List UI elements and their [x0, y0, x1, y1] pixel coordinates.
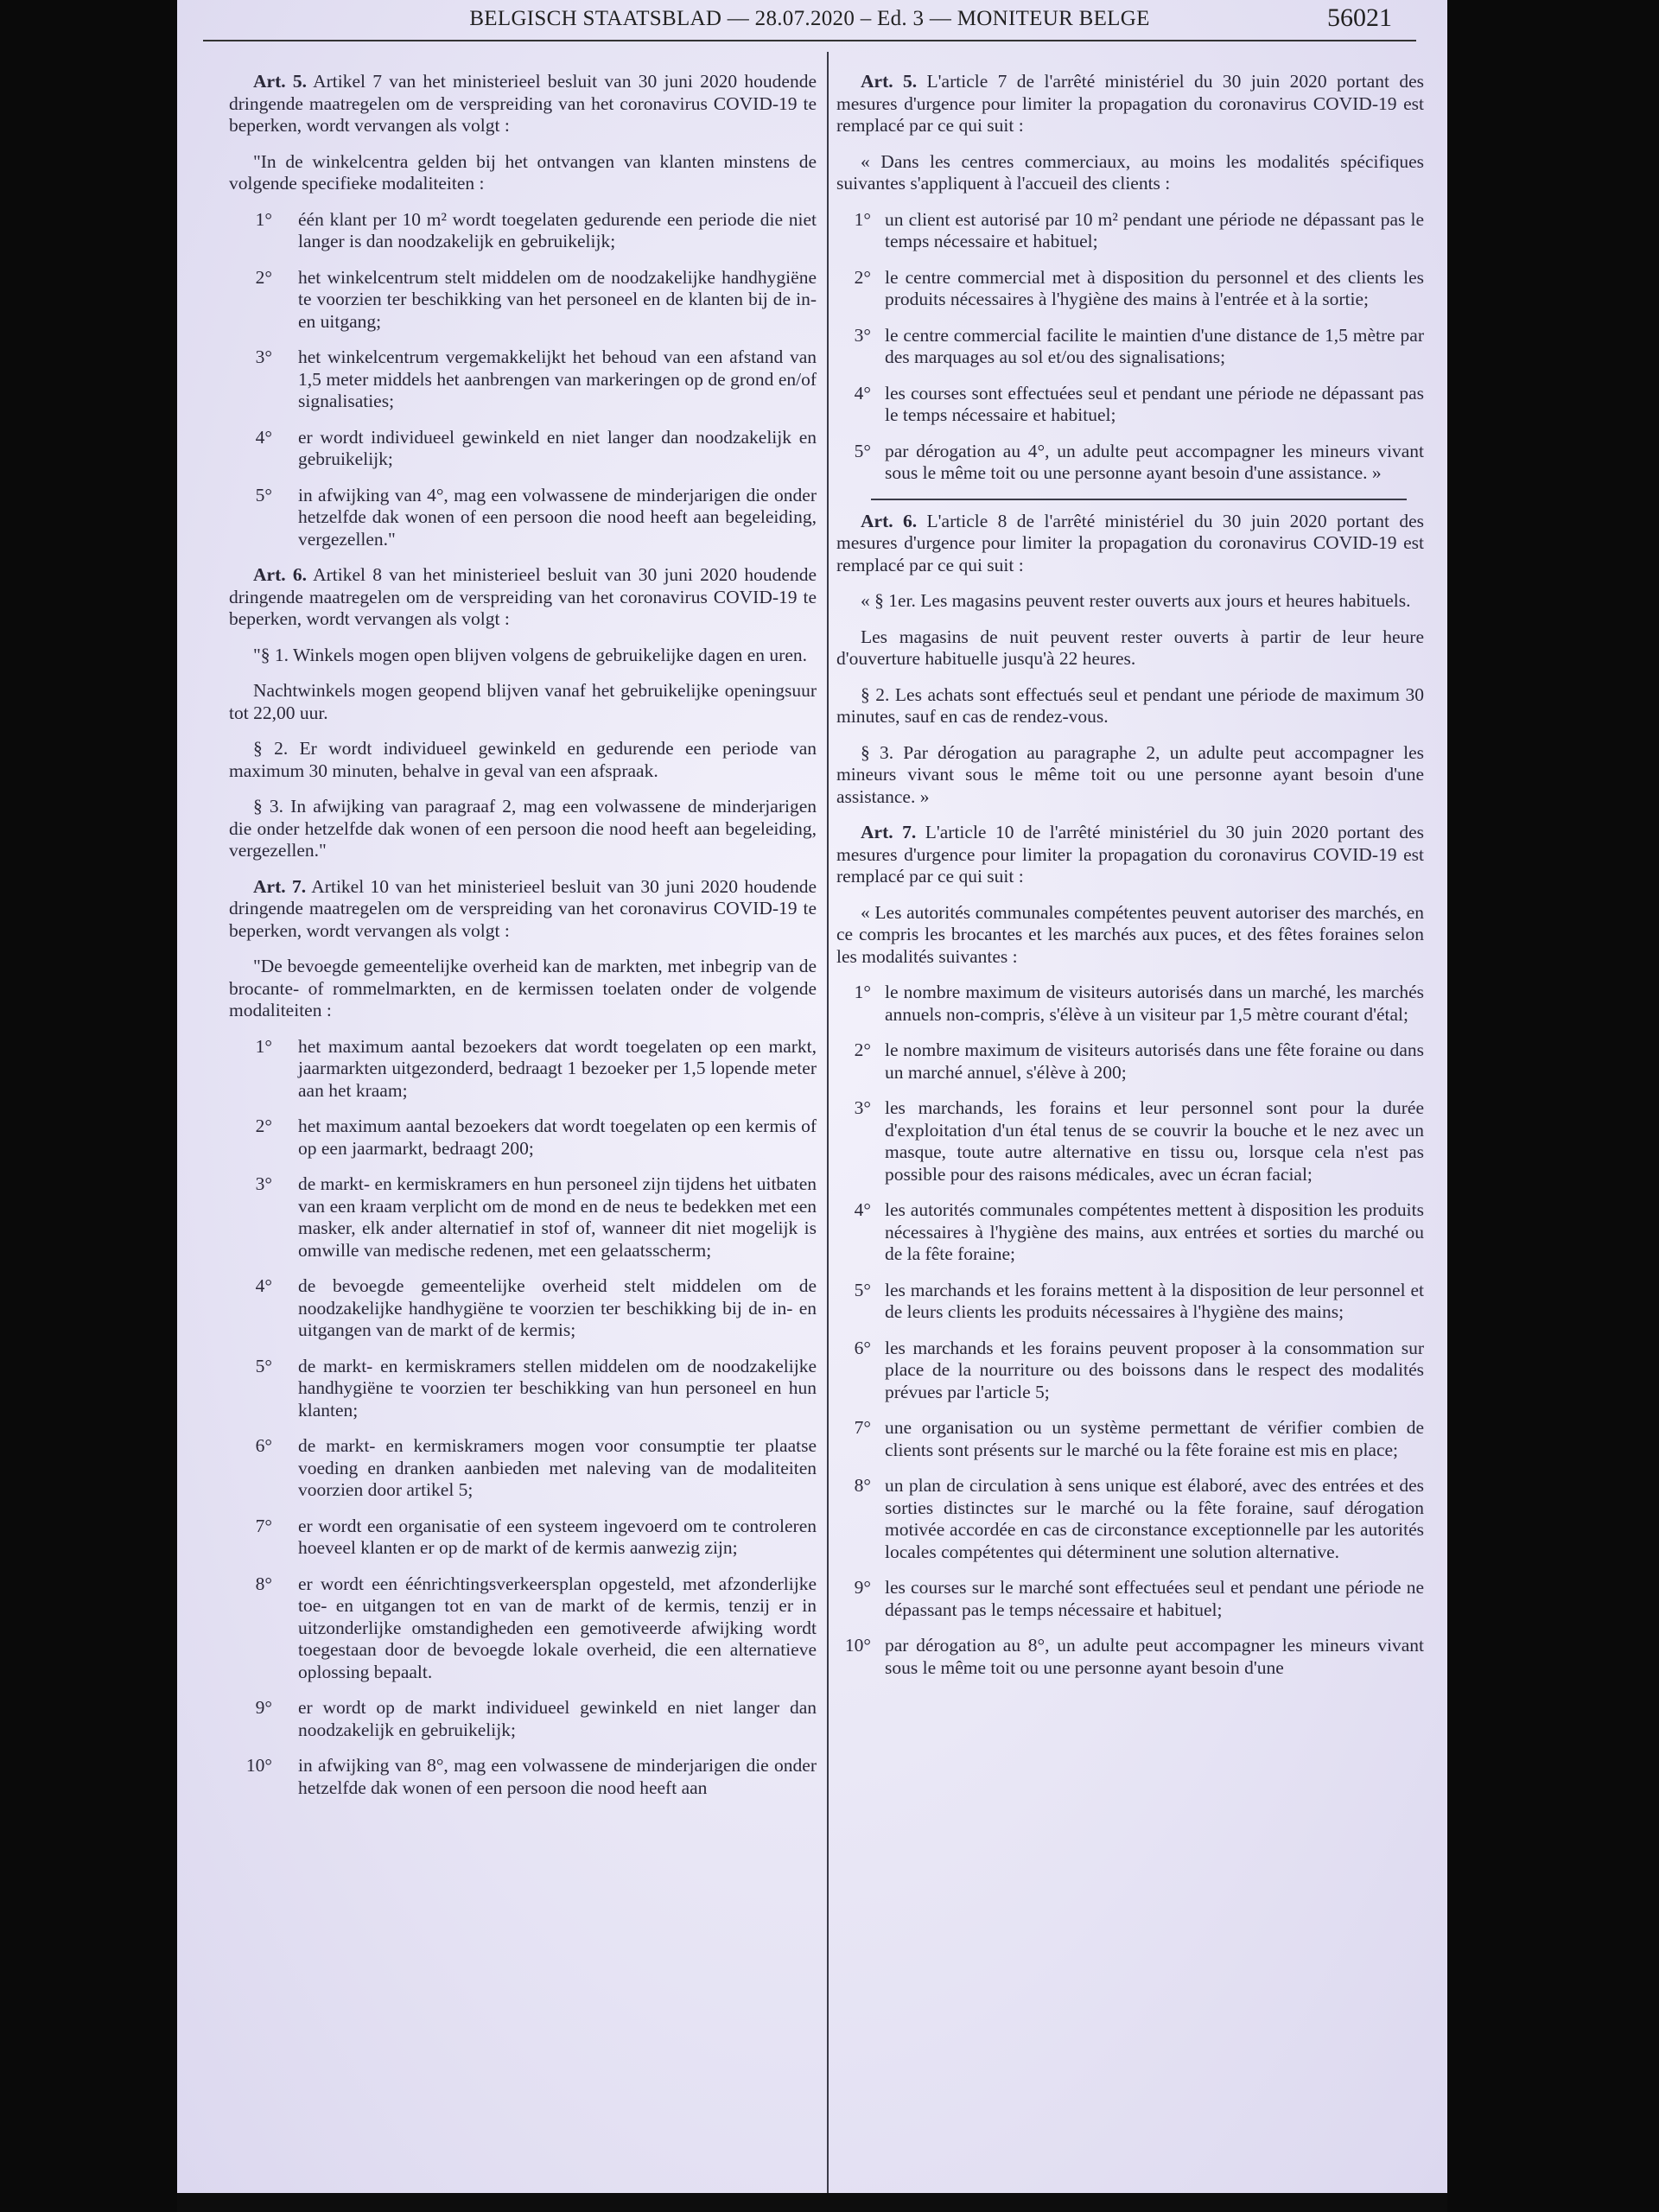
article-5-intro: Art. 5. Artikel 7 van het ministerieel besluit van 30 juni 2020 houdende dringende maatregelen om de verspreiding van het coronavirus COVID-19 te beperken, wordt vervangen als volgt : [229, 71, 817, 136]
article-7-intro: Art. 7. L'article 10 de l'arrêté ministériel du 30 juin 2020 portant des mesures d'urgence pour limiter la propagation du coronavirus COVID-19 est remplacé par ce qui suit : [836, 822, 1425, 887]
list-item: 4° les autorités communales compétentes mettent à disposition les produits nécessaires à l'hygiène des mains, aux entrées et sorties du marché ou de la fête foraine; [854, 1199, 1424, 1264]
paragraph: Nachtwinkels mogen geopend blijven vanaf het gebruikelijke openingsuur tot 22,00 uur. [229, 680, 817, 723]
list-item: 7° er wordt een organisatie of een systeem ingevoerd om te controleren hoeveel klanten er op de markt of de kermis aanwezig zijn; [255, 1515, 817, 1558]
list-item: 7° une organisation ou un système permettant de vérifier combien de clients sont présents sur le marché ou la fête foraine est mis en place; [854, 1417, 1424, 1460]
list-item: 8° er wordt een éénrichtingsverkeersplan opgesteld, met afzonderlijke toe- en uitgangen tot en van de markt of de kermis, tenzij er in uitzonderlijke omstandigheden een gemotiveerde afwijking wordt toegestaan door de bevoegde lokale overheid, die een alternatieve oplossing bepaalt. [255, 1573, 817, 1682]
list-item: 10° par dérogation au 8°, un adulte peut accompagner les mineurs vivant sous le même toit ou une personne ayant besoin d'une [844, 1635, 1424, 1678]
list-item: 4° les courses sont effectuées seul et pendant une période ne dépassant pas le temps nécessaire et habituel; [854, 382, 1424, 425]
list-item: 2° le nombre maximum de visiteurs autorisés dans une fête foraine ou dans un marché annuel, s'élève à 200; [854, 1039, 1424, 1083]
article-5-lead: « Dans les centres commerciaux, au moins les modalités spécifiques suivantes s'appliquent à l'accueil des clients : [836, 150, 1424, 194]
paragraph: "§ 1. Winkels mogen open blijven volgens de gebruikelijke dagen en uren. [253, 644, 808, 665]
list-item: 9° les courses sur le marché sont effectuées seul et pendant une période ne dépassant pas le temps nécessaire et habituel; [854, 1577, 1424, 1620]
list-item: 5° in afwijking van 4°, mag een volwassene de minderjarigen die onder hetzelfde dak wonen of een persoon die nood heeft aan begeleiding, vergezellen." [255, 484, 817, 550]
paragraph: § 2. Les achats sont effectués seul et pendant une période de maximum 30 minutes, sauf en cas de rendez-vous. [836, 683, 1424, 727]
dutch-column [229, 71, 817, 1813]
article-5-lead: "In de winkelcentra gelden bij het ontvangen van klanten minstens de volgende specifieke modaliteiten : [229, 150, 817, 194]
french-column [836, 71, 1424, 1693]
publication-title: BELGISCH STAATSBLAD — 28.07.2020 – Ed. 3 — MONITEUR BELGE [469, 7, 1150, 30]
article-5-intro: Art. 5. L'article 7 de l'arrêté ministériel du 30 juin 2020 portant des mesures d'urgence pour limiter la propagation du coronavirus COVID-19 est remplacé par ce qui suit : [836, 71, 1425, 136]
paragraph: Les magasins de nuit peuvent rester ouverts à partir de leur heure d'ouverture habituelle jusqu'à 22 heures. [836, 626, 1424, 669]
article-7-lead: « Les autorités communales compétentes peuvent autoriser des marchés, en ce compris les brocantes et les marchés aux puces, et des fêtes foraines selon les modalités suivantes : [836, 901, 1424, 967]
paragraph: § 2. Er wordt individueel gewinkeld en gedurende een periode van maximum 30 minuten, behalve in geval van een afspraak. [229, 738, 817, 781]
gazette-page [177, 0, 1447, 2193]
list-item: 2° het winkelcentrum stelt middelen om de noodzakelijke handhygiëne te voorzien ter beschikking van het personeel en de klanten bij de in- en uitgang; [255, 266, 817, 332]
article-7-intro: Art. 7. Artikel 10 van het ministerieel besluit van 30 juni 2020 houdende dringende maatregelen om de verspreiding van het coronavirus COVID-19 te beperken, wordt vervangen als volgt : [229, 875, 817, 941]
list-item: 3° les marchands, les forains et leur personnel sont pour la durée d'exploitation d'un étal tenus de se couvrir la bouche et le nez avec un masque, toute autre alternative en tissu ou, lorsque cela n'est pas possible pour des raisons médicales, avec un écran facial; [854, 1097, 1424, 1185]
article-6-intro: Art. 6. L'article 8 de l'arrêté ministériel du 30 juin 2020 portant des mesures d'urgence pour limiter la propagation du coronavirus COVID-19 est remplacé par ce qui suit : [836, 510, 1425, 575]
list-item: 1° le nombre maximum de visiteurs autorisés dans un marché, les marchés annuels non-compris, s'élève à un visiteur par 1,5 mètre courant d'étal; [854, 982, 1424, 1025]
paragraph: « § 1er. Les magasins peuvent rester ouverts aux jours et heures habituels. [861, 590, 1411, 611]
list-item: 6° les marchands et les forains peuvent proposer à la consommation sur place de la nourriture ou des boissons dans le respect des modalités prévues par l'article 5; [854, 1337, 1424, 1402]
page-number: 56021 [1327, 3, 1392, 32]
list-item: 4° er wordt individueel gewinkeld en niet langer dan noodzakelijk en gebruikelijk; [255, 426, 817, 469]
list-item: 2° le centre commercial met à disposition du personnel et des clients les produits nécessaires à l'hygiène des mains à l'entrée et à la sortie; [854, 266, 1424, 309]
list-item: 3° het winkelcentrum vergemakkelijkt het behoud van een afstand van 1,5 meter middels het aanbrengen van markeringen op de grond en/of signalisaties; [255, 346, 817, 411]
list-item: 3° le centre commercial facilite le maintien d'une distance de 1,5 mètre par des marquages au sol et/ou des signalisations; [854, 324, 1424, 367]
page-header [203, 0, 1416, 41]
list-item: 10° in afwijking van 8°, mag een volwassene de minderjarigen die onder hetzelfde dak wonen of een persoon die nood heeft aan [245, 1755, 817, 1798]
list-item: 1° het maximum aantal bezoekers dat wordt toegelaten op een markt, jaarmarkten uitgezonderd, bedraagt 1 bezoeker per 1,5 lopende meter aan het kraam; [255, 1035, 817, 1101]
article-6-intro: Art. 6. Artikel 8 van het ministerieel besluit van 30 juni 2020 houdende dringende maatregelen om de verspreiding van het coronavirus COVID-19 te beperken, wordt vervangen als volgt : [229, 564, 817, 629]
list-item: 9° er wordt op de markt individueel gewinkeld en niet langer dan noodzakelijk en gebruikelijk; [255, 1697, 817, 1740]
paragraph: § 3. Par dérogation au paragraphe 2, un adulte peut accompagner les mineurs vivant sous le même toit ou une personne ayant besoin d'une assistance. » [836, 741, 1424, 807]
section-rule [871, 499, 1407, 500]
column-divider [827, 52, 829, 2193]
list-item: 4° de bevoegde gemeentelijke overheid stelt middelen om de noodzakelijke handhygiëne te voorzien ter beschikking bij de in- en uitgangen van de markt of de kermis; [255, 1275, 817, 1340]
paragraph: § 3. In afwijking van paragraaf 2, mag een volwassene de minderjarigen die onder hetzelfde dak wonen of een persoon die nood heeft aan begeleiding, vergezellen." [229, 796, 817, 861]
list-item: 8° un plan de circulation à sens unique est élaboré, avec des entrées et des sorties distinctes sur le marché ou la fête foraine, sauf dérogation motivée accordée en cas de circonstance exceptionnelle par les autorités locales compétentes qui déterminent une solution alternative. [854, 1475, 1424, 1562]
article-7-lead: "De bevoegde gemeentelijke overheid kan de markten, met inbegrip van de brocante- of rommelmarkten, en de kermissen toelaten onder de volgende modaliteiten : [229, 956, 817, 1020]
list-item: 1° één klant per 10 m² wordt toegelaten gedurende een periode die niet langer is dan noodzakelijk en gebruikelijk; [255, 208, 817, 251]
taskbar [177, 2193, 1447, 2212]
list-item: 1° un client est autorisé par 10 m² pendant une période ne dépassant pas le temps nécessaire et habituel; [854, 208, 1424, 251]
list-item: 5° de markt- en kermiskramers stellen middelen om de noodzakelijke handhygiëne te voorzien ter beschikking van hun personeel en hun klanten; [255, 1355, 817, 1421]
list-item: 6° de markt- en kermiskramers mogen voor consumptie ter plaatse voeding en dranken aanbieden met naleving van de modaliteiten voorzien door artikel 5; [255, 1435, 817, 1500]
list-item: 5° par dérogation au 4°, un adulte peut accompagner les mineurs vivant sous le même toit ou une personne ayant besoin d'une assistance. » [854, 440, 1424, 483]
list-item: 3° de markt- en kermiskramers en hun personeel zijn tijdens het uitbaten van een kraam verplicht om de mond en de neus te bedekken met een masker, elk ander alternatief in stof of, wanneer dit niet mogelijk is omwille van medische redenen, met een gelaatsscherm; [255, 1173, 817, 1261]
list-item: 5° les marchands et les forains mettent à la disposition de leur personnel et de leurs clients les produits nécessaires à l'hygiène des mains; [854, 1279, 1424, 1322]
list-item: 2° het maximum aantal bezoekers dat wordt toegelaten op een kermis of op een jaarmarkt, bedraagt 200; [255, 1116, 817, 1159]
